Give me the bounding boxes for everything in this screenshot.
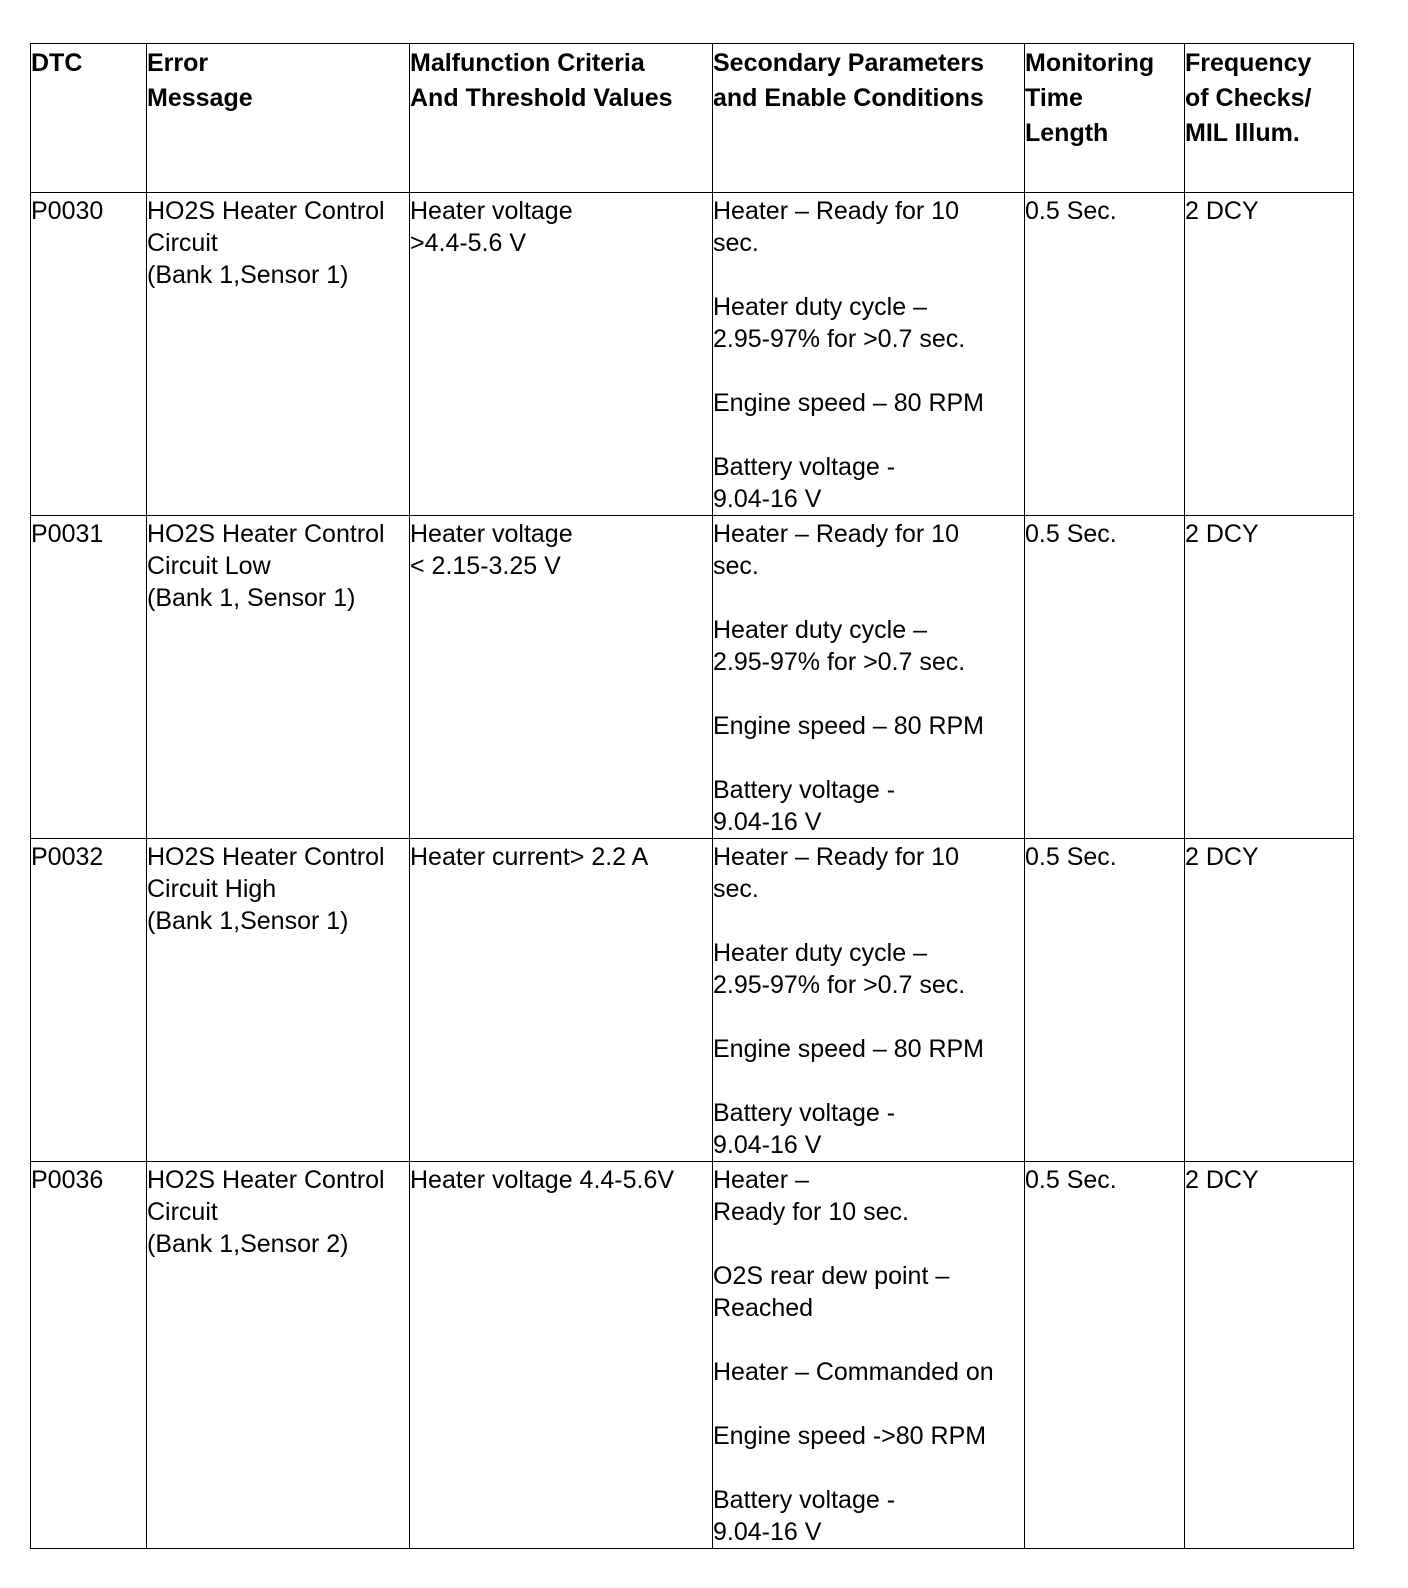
dtc-table [30,43,1354,1549]
condition-item: Heater duty cycle – 2.95-97% for >0.7 sec. [713,616,966,676]
header-monitoring-time: Monitoring Time Length [1025,44,1185,193]
condition-item: Battery voltage - 9.04-16 V [713,453,896,513]
condition-item: Engine speed – 80 RPM [713,712,985,740]
table-row [31,193,1354,516]
condition-item: Heater – Ready for 10 sec. [713,1166,909,1226]
dtc-code: P0031 [31,516,147,839]
condition-item: Heater – Ready for 10 sec. [713,197,959,257]
condition-item: O2S rear dew point – Reached [713,1262,950,1322]
table-row [31,516,1354,839]
header-frequency: Frequency of Checks/ MIL Illum. [1185,44,1354,193]
frequency: 2 DCY [1185,839,1354,1162]
monitoring-time: 0.5 Sec. [1025,516,1185,839]
condition-item: Engine speed – 80 RPM [713,389,985,417]
condition-item: Heater duty cycle – 2.95-97% for >0.7 sec. [713,293,966,353]
frequency: 2 DCY [1185,516,1354,839]
condition-item: Heater – Ready for 10 sec. [713,843,959,903]
condition-item: Battery voltage - 9.04-16 V [713,1099,896,1159]
malfunction-criteria: Heater current> 2.2 A [410,839,713,1162]
error-message: HO2S Heater Control Circuit High (Bank 1,Sensor 1) [147,839,410,1162]
condition-item: Engine speed – 80 RPM [713,1035,985,1063]
header-malfunction-criteria: Malfunction Criteria And Threshold Values [410,44,713,193]
error-message: HO2S Heater Control Circuit Low (Bank 1, Sensor 1) [147,516,410,839]
condition-item: Battery voltage - 9.04-16 V [713,776,896,836]
malfunction-criteria: Heater voltage < 2.15-3.25 V [410,516,713,839]
enable-conditions [713,516,1025,839]
error-message: HO2S Heater Control Circuit (Bank 1,Sensor 1) [147,193,410,516]
dtc-code: P0036 [31,1162,147,1549]
dtc-code: P0032 [31,839,147,1162]
header-error-message: Error Message [147,44,410,193]
table-row [31,839,1354,1162]
condition-item: Heater duty cycle – 2.95-97% for >0.7 sec. [713,939,966,999]
monitoring-time: 0.5 Sec. [1025,839,1185,1162]
condition-item: Heater – Commanded on [713,1358,994,1386]
dtc-code: P0030 [31,193,147,516]
condition-item: Battery voltage - 9.04-16 V [713,1486,896,1546]
header-dtc: DTC [31,44,147,193]
enable-conditions [713,1162,1025,1549]
monitoring-time: 0.5 Sec. [1025,1162,1185,1549]
enable-conditions [713,193,1025,516]
frequency: 2 DCY [1185,1162,1354,1549]
enable-conditions [713,839,1025,1162]
error-message: HO2S Heater Control Circuit (Bank 1,Sensor 2) [147,1162,410,1549]
table-row [31,1162,1354,1549]
monitoring-time: 0.5 Sec. [1025,193,1185,516]
malfunction-criteria: Heater voltage 4.4-5.6V [410,1162,713,1549]
frequency: 2 DCY [1185,193,1354,516]
table-header-row [31,44,1354,193]
condition-item: Engine speed ->80 RPM [713,1422,987,1450]
condition-item: Heater – Ready for 10 sec. [713,520,959,580]
header-secondary-parameters: Secondary Parameters and Enable Conditions [713,44,1025,193]
malfunction-criteria: Heater voltage >4.4-5.6 V [410,193,713,516]
